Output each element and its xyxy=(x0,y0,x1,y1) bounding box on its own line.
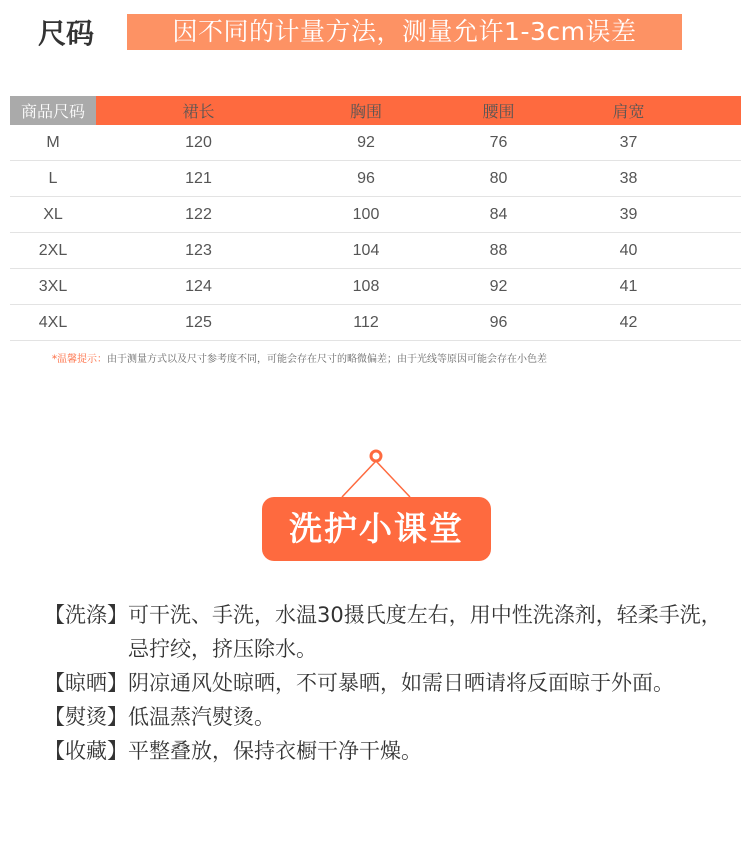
cell-spacer xyxy=(691,305,741,341)
header-size: 商品尺码 xyxy=(10,96,96,125)
cell-spacer xyxy=(691,233,741,269)
cell-length: 123 xyxy=(96,233,301,269)
cell-waist: 88 xyxy=(431,233,566,269)
cell-bust: 108 xyxy=(301,269,431,305)
tip-label: *温馨提示： xyxy=(52,354,107,365)
header-length: 裙长 xyxy=(96,96,301,125)
care-text-storage: 平整叠放，保持衣橱干净干燥。 xyxy=(128,739,422,763)
cell-spacer xyxy=(691,197,741,233)
cell-bust: 112 xyxy=(301,305,431,341)
cell-shoulder: 37 xyxy=(566,125,691,161)
cell-shoulder: 38 xyxy=(566,161,691,197)
table-row xyxy=(10,233,741,269)
cell-shoulder: 41 xyxy=(566,269,691,305)
care-key-drying: 【晾晒】 xyxy=(44,671,128,695)
header-waist: 腰围 xyxy=(431,96,566,125)
cell-size: M xyxy=(10,125,96,161)
header-spacer xyxy=(691,96,741,125)
cell-spacer xyxy=(691,161,741,197)
cell-waist: 80 xyxy=(431,161,566,197)
table-row xyxy=(10,125,741,161)
table-header-row xyxy=(10,96,741,125)
care-key-storage: 【收藏】 xyxy=(44,739,128,763)
care-key-washing: 【洗涤】 xyxy=(44,603,128,627)
cell-size: 4XL xyxy=(10,305,96,341)
cell-size: 2XL xyxy=(10,233,96,269)
table-row xyxy=(10,305,741,341)
cell-shoulder: 42 xyxy=(566,305,691,341)
cell-shoulder: 40 xyxy=(566,233,691,269)
cell-waist: 92 xyxy=(431,269,566,305)
care-text-drying: 阴凉通风处晾晒，不可暴晒，如需日晒请将反面晾于外面。 xyxy=(128,671,674,695)
size-chart-table xyxy=(10,96,741,341)
care-key-ironing: 【熨烫】 xyxy=(44,705,128,729)
list-item xyxy=(44,598,734,666)
list-item xyxy=(44,700,734,734)
care-text-washing: 可干洗、手洗，水温30摄氏度左右，用中性洗涤剂，轻柔手洗，忌拧绞，挤压除水。 xyxy=(128,603,722,661)
cell-shoulder: 39 xyxy=(566,197,691,233)
cell-waist: 76 xyxy=(431,125,566,161)
cell-bust: 104 xyxy=(301,233,431,269)
cell-spacer xyxy=(691,125,741,161)
table-row xyxy=(10,161,741,197)
table-row xyxy=(10,269,741,305)
hanger-icon xyxy=(335,446,415,502)
cell-length: 120 xyxy=(96,125,301,161)
care-text-ironing: 低温蒸汽熨烫。 xyxy=(128,705,275,729)
list-item xyxy=(44,734,734,768)
table-row xyxy=(10,197,741,233)
tip-text: 由于测量方式以及尺寸参考度不同，可能会存在尺寸的略微偏差；由于光线等原因可能会存在小色差 xyxy=(107,354,547,365)
cell-size: 3XL xyxy=(10,269,96,305)
tip-note xyxy=(52,350,547,365)
cell-bust: 96 xyxy=(301,161,431,197)
care-section-title: 洗护小课堂 xyxy=(262,497,491,561)
cell-length: 125 xyxy=(96,305,301,341)
cell-length: 121 xyxy=(96,161,301,197)
cell-length: 124 xyxy=(96,269,301,305)
cell-length: 122 xyxy=(96,197,301,233)
header-bust: 胸围 xyxy=(301,96,431,125)
list-item xyxy=(44,666,734,700)
cell-waist: 96 xyxy=(431,305,566,341)
care-instructions xyxy=(44,598,734,768)
cell-waist: 84 xyxy=(431,197,566,233)
cell-size: L xyxy=(10,161,96,197)
cell-bust: 100 xyxy=(301,197,431,233)
cell-spacer xyxy=(691,269,741,305)
size-section-title: 尺码 xyxy=(38,17,95,50)
header-shoulder: 肩宽 xyxy=(566,96,691,125)
cell-size: XL xyxy=(10,197,96,233)
measurement-notice-banner: 因不同的计量方法，测量允许1-3cm误差 xyxy=(127,14,682,50)
cell-bust: 92 xyxy=(301,125,431,161)
